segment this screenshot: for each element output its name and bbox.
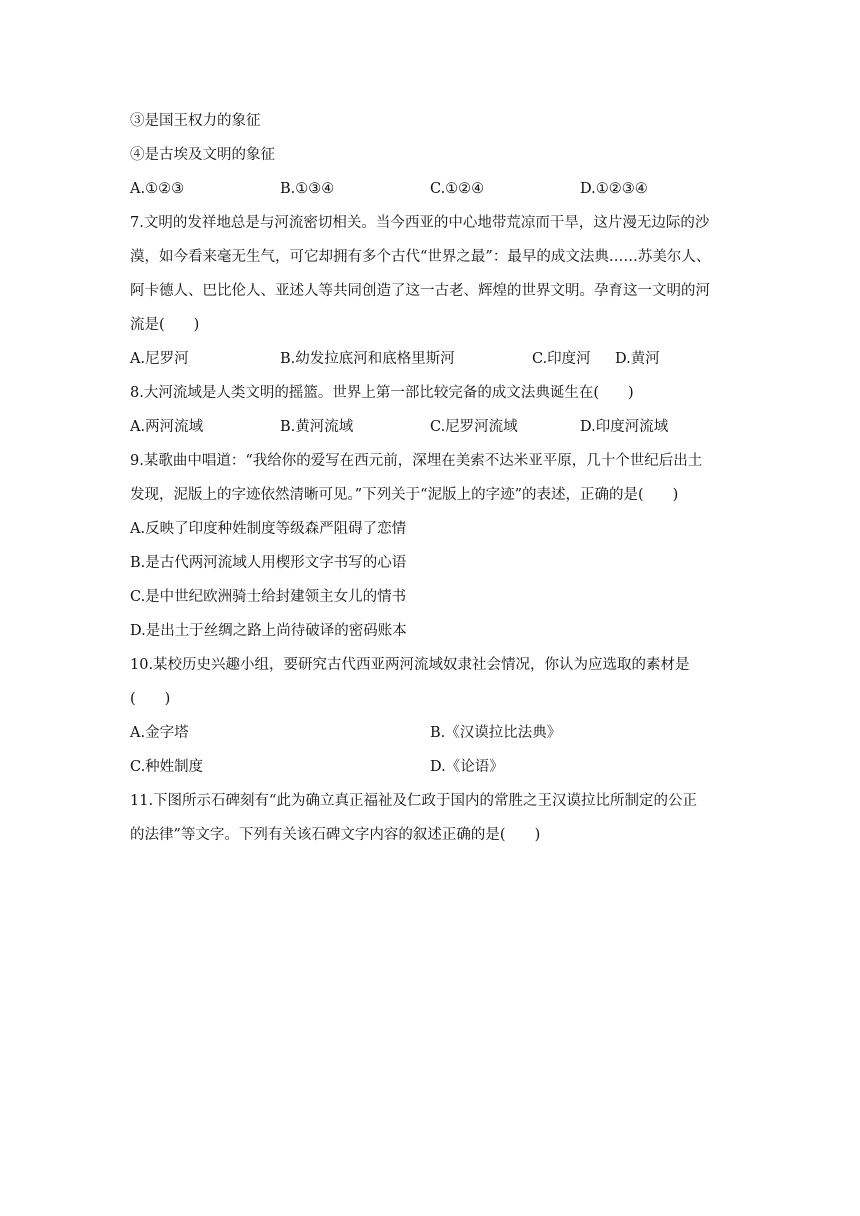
q9-option-b: B.是古代两河流域人用楔形文字书写的心语 [130,555,407,571]
q6-option-b: B.①③④ [280,181,335,197]
q7-option-c: C.印度河 [532,351,591,367]
q9-text-line-1: 9.某歌曲中唱道：“我给你的爱写在西元前，深埋在美索不达米亚平原，几十个世纪后出土 [130,453,703,469]
q10-option-c: C.种姓制度 [130,759,204,775]
q7-option-a: A.尼罗河 [130,351,189,367]
q9-option-c: C.是中世纪欧洲骑士给封建领主女儿的情书 [130,589,407,605]
q11-text-line-2: 的法律”等文字。下列有关该石碑文字内容的叙述正确的是( ) [130,827,541,843]
q9-option-d: D.是出土于丝绸之路上尚待破译的密码账本 [130,623,407,639]
q10-text-line-1: 10.某校历史兴趣小组，要研究古代西亚两河流域奴隶社会情况，你认为应选取的素材是 [130,657,690,673]
q10-option-d: D.《论语》 [430,759,504,775]
q10-option-b: B.《汉谟拉比法典》 [430,725,562,741]
q6-option-d: D.①②③④ [580,181,648,197]
q10-option-a: A.金字塔 [130,725,189,741]
q7-text-line-3: 阿卡德人、巴比伦人、亚述人等共同创造了这一古老、辉煌的世界文明。孕育这一文明的河 [130,283,710,299]
q9-text-line-2: 发现，泥版上的字迹依然清晰可见。”下列关于“泥版上的字迹”的表述，正确的是( ) [130,487,679,503]
q9-option-a: A.反映了印度种姓制度等级森严阻碍了恋情 [130,521,407,537]
q10-text-line-2: ( ) [130,691,171,707]
option-4-line: ④是古埃及文明的象征 [130,147,275,163]
q7-text-line-2: 漠，如今看来毫无生气，可它却拥有多个古代“世界之最”：最早的成文法典……苏美尔人、 [130,249,711,265]
q7-text-line-4: 流是( ) [130,317,200,333]
q11-text-line-1: 11.下图所示石碑刻有“此为确立真正福祉及仁政于国内的常胜之王汉谟拉比所制定的公正 [130,793,697,809]
q6-option-c: C.①②④ [430,181,485,197]
q8-option-c: C.尼罗河流域 [430,419,518,435]
q7-option-d: D.黄河 [615,351,660,367]
q8-option-a: A.两河流域 [130,419,204,435]
option-3-line: ③是国王权力的象征 [130,113,261,129]
q7-option-b: B.幼发拉底河和底格里斯河 [280,351,455,367]
q6-option-a: A.①②③ [130,181,185,197]
q8-text: 8.大河流域是人类文明的摇篮。世界上第一部比较完备的成文法典诞生在( ) [130,385,634,401]
q7-text-line-1: 7.文明的发祥地总是与河流密切相关。当今西亚的中心地带荒凉而干旱，这片漫无边际的沙 [130,215,710,231]
q8-option-b: B.黄河流域 [280,419,354,435]
q8-option-d: D.印度河流域 [580,419,669,435]
